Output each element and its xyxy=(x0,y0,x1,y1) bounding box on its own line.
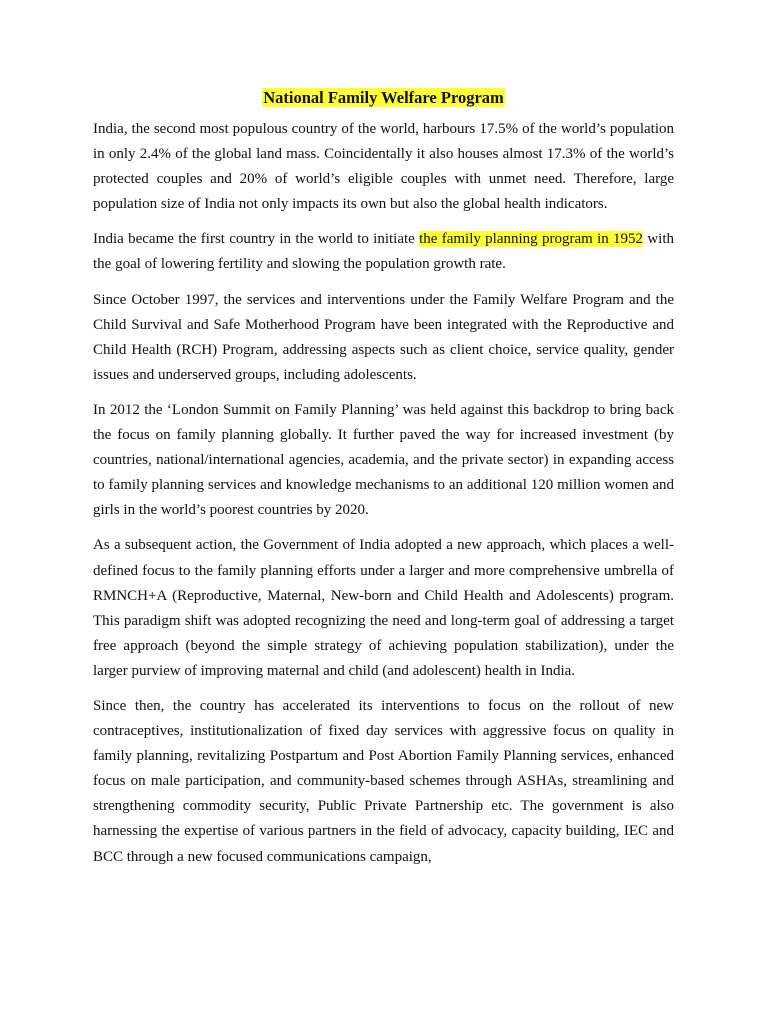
highlighted-text: the family planning program in 1952 xyxy=(419,231,644,248)
document-title: National Family Welfare Program xyxy=(263,88,504,107)
paragraph-first-country xyxy=(93,227,674,277)
title-line xyxy=(93,86,674,111)
paragraph-text-after: with the goal of lowering fertility and slowing the population growth rate. xyxy=(93,231,674,273)
paragraph-interventions: Since then, the country has accelerated its interventions to focus on the rollout of new contraceptives, institutionalization of fixed day services with aggressive focus on quality in family planning, revitalizing Postpartum and Post Abortion Family Planning services, enhanced focus on male participation, and community-based schemes through ASHAs, streamlining and strengthening commodity security, Public Private Partnership etc. The government is also harnessing the expertise of various partners in the field of advocacy, capacity building, IEC and BCC through a new focused communications campaign, xyxy=(93,697,674,865)
paragraph-london-summit: In 2012 the ‘London Summit on Family Planning’ was held against this backdrop to bring back the focus on family planning globally. It further paved the way for increased investment (by countries, national/international agencies, academia, and the private sector) in expanding access to family planning services and knowledge mechanisms to an additional 120 million women and girls in the world’s poorest countries by 2020. xyxy=(93,401,674,519)
paragraph-rch-integration: Since October 1997, the services and interventions under the Family Welfare Program and the Child Survival and Safe Motherhood Program have been integrated with the Reproductive and Child Health (RCH) Program, addressing aspects such as client choice, service quality, gender issues and underserved groups, including adolescents. xyxy=(93,291,674,383)
paragraph-rmnch-approach: As a subsequent action, the Government of India adopted a new approach, which places a well-defined focus to the family planning efforts under a larger and more comprehensive umbrella of RMNCH+A (Reproductive, Maternal, New-born and Child Health and Adolescents) program. This paradigm shift was adopted recognizing the need and long-term goal of addressing a target free approach (beyond the simple strategy of achieving population stabilization), under the larger purview of improving maternal and child (and adolescent) health in India. xyxy=(93,537,674,679)
paragraph-text-before: India became the first country in the world to initiate xyxy=(93,231,420,248)
document-page xyxy=(93,86,674,880)
paragraph-population: India, the second most populous country of the world, harbours 17.5% of the world’s population in only 2.4% of the global land mass. Coincidentally it also houses almost 17.3% of the world’s protected couples and 20% of world’s eligible couples with unmet need. Therefore, large population size of India not only impacts its own but also the global health indicators. xyxy=(93,121,674,213)
